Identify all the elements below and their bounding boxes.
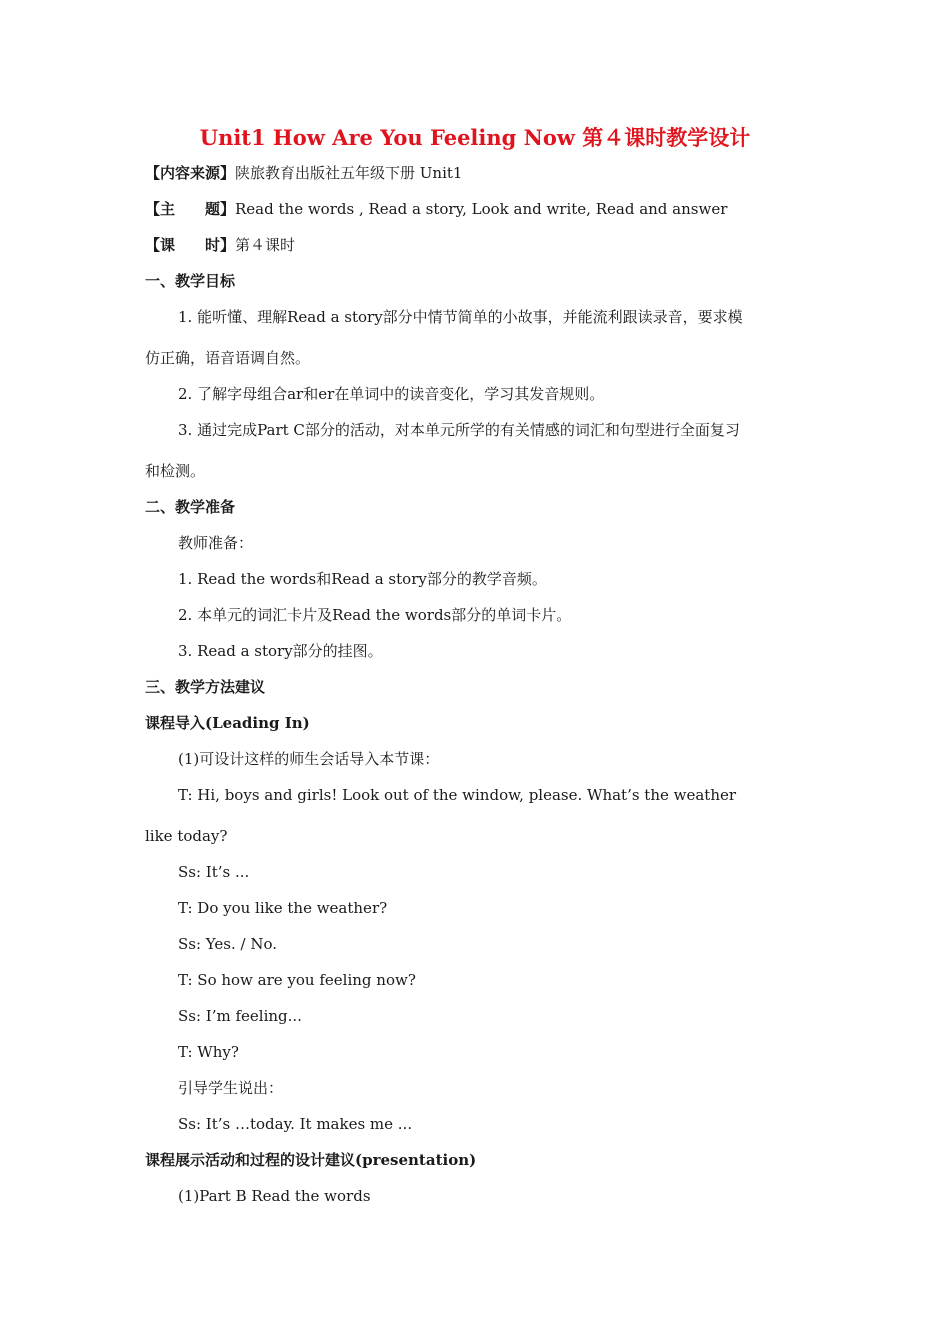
section-heading-methods: 三、教学方法建议 [145,678,266,696]
dialogue-line-7: T: Why? [178,1043,239,1061]
guide-text: 引导学生说出： [178,1079,284,1097]
dialogue-line-1b: like today? [145,827,228,845]
objective-1-line-2: 仿正确，语音语调自然。 [145,349,311,367]
objective-3-line-2: 和检测。 [145,462,206,480]
section-heading-preparation: 二、教学准备 [145,498,236,516]
subheading-presentation: 课程展示活动和过程的设计建议(presentation) [145,1151,477,1169]
objective-2: 2. 了解字母组合ar和er在单词中的读音变化，学习其发音规则。 [178,385,605,403]
objective-3-line-1: 3. 通过完成Part C部分的活动，对本单元所学的有关情感的词汇和句型进行全面复习 [178,421,740,439]
objective-1-line-1: 1. 能听懂、理解Read a story部分中情节简单的小故事，并能流利跟读录音，要求模 [178,308,743,326]
meta-period-value: 第４课时 [235,236,296,254]
leading-in-paragraph: (1)可设计这样的师生会话导入本节课： [178,750,440,768]
dialogue-line-1a: T: Hi, boys and girls! Look out of the window, please. What’s the weather [178,786,737,804]
subheading-leading-in: 课程导入(Leading In) [145,714,310,732]
meta-source [145,163,462,183]
dialogue-line-4: Ss: Yes. / No. [178,935,277,953]
presentation-paragraph: (1)Part B Read the words [178,1187,371,1205]
dialogue-line-8: Ss: It’s …today. It makes me ... [178,1115,413,1133]
preparation-intro: 教师准备： [178,534,254,552]
section-heading-objectives: 一、教学目标 [145,272,236,290]
dialogue-line-5: T: So how are you feeling now? [178,971,416,989]
meta-topic-value: Read the words , Read a story, Look and write, Read and answer [235,200,728,218]
dialogue-line-3: T: Do you like the weather? [178,899,388,917]
document-title: Unit1 How Are You Feeling Now 第４课时教学设计 [199,125,751,150]
dialogue-line-6: Ss: I’m feeling... [178,1007,302,1025]
meta-period [145,235,295,255]
preparation-item-1: 1. Read the words和Read a story部分的教学音频。 [178,570,547,588]
meta-topic [145,199,727,219]
preparation-item-3: 3. Read a story部分的挂图。 [178,642,383,660]
meta-topic-label: 【主 题】 [145,200,236,218]
meta-source-label: 【内容来源】 [145,164,236,182]
meta-period-label: 【课 时】 [145,236,236,254]
meta-source-value: 陕旅教育出版社五年级下册 Unit1 [235,164,463,182]
dialogue-line-2: Ss: It’s ... [178,863,250,881]
preparation-item-2: 2. 本单元的词汇卡片及Read the words部分的单词卡片。 [178,606,572,624]
